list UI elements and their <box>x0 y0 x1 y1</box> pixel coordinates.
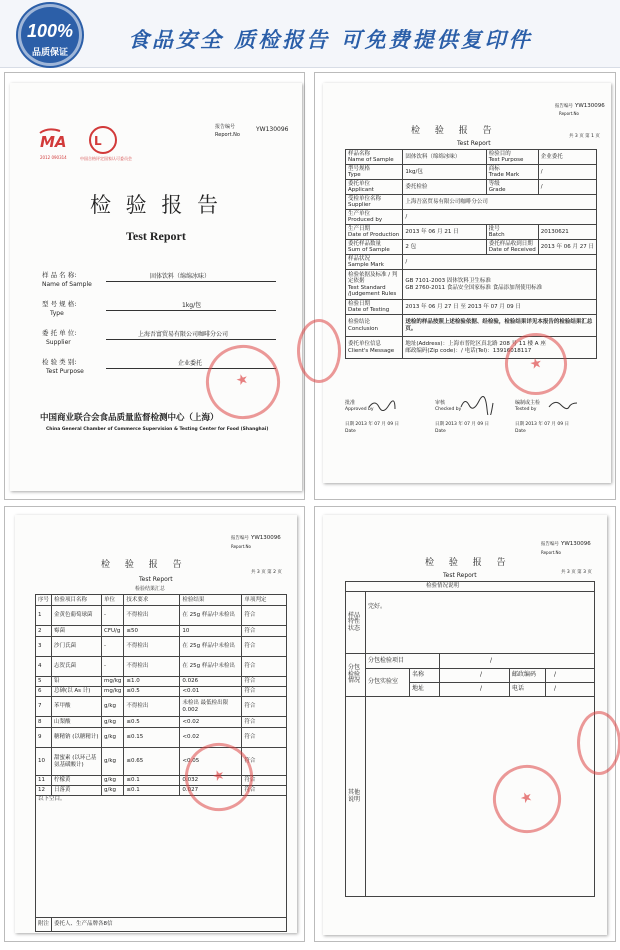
badge-quality-text: 品质保证 <box>31 48 68 58</box>
p3-cell: 8 <box>36 717 52 728</box>
p2-value-purpose: 企业委托 <box>538 150 596 165</box>
p2-label-prod-date: 生产日期 Date of Production <box>346 225 403 240</box>
p4-report-no: YW130096 <box>561 541 591 547</box>
p2-date-1: 日期 2013 年 07 月 09 日 <box>345 422 399 427</box>
p3-cell: 符合 <box>242 748 287 776</box>
field-supplier-en: Supplier <box>46 339 71 346</box>
p2-page-number: 共 3 页 第 1 页 <box>569 134 600 139</box>
p3-cell: ≤0.15 <box>124 728 180 748</box>
svg-text:L: L <box>94 134 102 148</box>
p3-cell: 0.026 <box>180 677 242 687</box>
p2-label-batch: 批号 Batch <box>486 225 538 240</box>
p3-cell: 日落黄 <box>52 786 102 796</box>
p2-value-received: 2013 年 06 月 27 日 <box>538 240 596 255</box>
p4-report-no-en: Report.No <box>541 550 561 555</box>
p3-cell: 在 25g 样品中未检出 <box>180 637 242 657</box>
field-sample-name-value: 固体饮料（绵绵冰味） <box>150 273 211 280</box>
p3-cell: <0.02 <box>180 717 242 728</box>
table-row <box>36 717 287 728</box>
p2-signatures <box>363 395 603 415</box>
p3-cell: ≤0.1 <box>124 776 180 786</box>
p3-cell: g/kg <box>102 748 124 776</box>
p3-cell: 符合 <box>242 776 287 786</box>
p2-value-prod-date: 2013 年 06 月 21 日 <box>403 225 486 240</box>
p3-cell: 12 <box>36 786 52 796</box>
p4-other-label: 其他说明 <box>346 697 366 897</box>
p4-seal-star-icon: ★ <box>517 787 536 808</box>
field-purpose-value: 企业委托 <box>178 360 203 367</box>
p2-tested-en: Tested by <box>515 407 537 412</box>
p2-label-standard: 检验依据及标准 / 判定依据 Test Standard /Judgement Rules <box>346 270 403 300</box>
p2-label-received: 委托样品收到日期 Date of Received <box>486 240 538 255</box>
p3-cell: 符合 <box>242 697 287 717</box>
p4-addr-label: 地址 <box>410 683 440 697</box>
table-row <box>36 657 287 677</box>
p3-cell: ≤50 <box>124 626 180 637</box>
panel-report-cover <box>4 72 305 500</box>
p3-cell: 符合 <box>242 626 287 637</box>
panel-report-page2 <box>4 506 305 942</box>
p3-cell: 不得检出 <box>124 637 180 657</box>
p3-title-cn: 检 验 报 告 <box>101 560 188 570</box>
p3-cell: 9 <box>36 728 52 748</box>
p3-cell: 符合 <box>242 637 287 657</box>
field-supplier-value: 上海吾富贸易有限公司咖啡分公司 <box>138 331 229 338</box>
p2-value-sum: 2 包 <box>403 240 486 255</box>
p4-sub-item-label: 分包检验项目 <box>366 654 440 669</box>
p2-checked-cn: 审核 <box>435 400 446 406</box>
p2-value-type: 1kg/包 <box>403 165 486 180</box>
table-row <box>36 677 287 687</box>
p2-value-conclusion: 送检的样品按照上述检验依据、经检验，检验结果详见本报告的检验结果汇总页。 <box>403 315 597 337</box>
p3-cell: 符合 <box>242 657 287 677</box>
p3-cell: 志贺氏菌 <box>52 657 102 677</box>
p4-sample-label: 样品特性状态 <box>346 592 366 654</box>
p3-cell: ≤1.0 <box>124 677 180 687</box>
field-sample-name-cn: 样 品 名 称: <box>42 271 77 279</box>
p2-label-applicant: 委托单位 Applicant <box>346 180 403 195</box>
p3-cell: mg/kg <box>102 677 124 687</box>
p2-date-2: 日期 2013 年 07 月 09 日 <box>435 422 489 427</box>
p4-title-en: Test Report <box>443 572 477 579</box>
p2-label-type: 型号规格 Type <box>346 165 403 180</box>
badge-percent: 100% <box>26 21 74 41</box>
p3-cell: ≤0.5 <box>124 687 180 697</box>
p3-cell: 在 25g 样品中未检出 <box>180 606 242 626</box>
p2-seal-star-icon: ★ <box>528 354 544 373</box>
p2-date-en-2: Date <box>435 429 446 434</box>
p3-cell: 符合 <box>242 606 287 626</box>
p2-report-no-label: 报告编号 <box>555 104 573 109</box>
p3-report-no-label: 报告编号 <box>231 536 249 541</box>
p2-value-test-date: 2013 年 06 月 27 日 至 2013 年 07 月 09 日 <box>403 300 597 315</box>
p3-cell: 总砷(以 As 计) <box>52 687 102 697</box>
p3-header-item: 检验项目名称 <box>52 595 102 606</box>
p3-cell: 1 <box>36 606 52 626</box>
p2-title-en: Test Report <box>457 140 491 147</box>
p2-value-client: 地址(Address)：上海市普陀区真北路 208 号 11 楼 A 座 邮政编码(Zip code)：/ 电话(Tel)：13916018117 <box>403 337 597 359</box>
p4-tel-label: 电话 <box>510 683 546 697</box>
field-type-value: 1kg/包 <box>182 302 202 309</box>
p2-tested-cn: 编制或主检 <box>515 400 541 406</box>
p3-cell: <0.05 <box>180 748 242 776</box>
p3-remark-label: 附注 <box>36 918 52 932</box>
p3-cell: 糖精钠 (以糖精计) <box>52 728 102 748</box>
panel-report-page1 <box>314 72 616 500</box>
p2-value-trademark: / <box>538 165 596 180</box>
table-row <box>36 697 287 717</box>
p3-title-en: Test Report <box>139 576 173 583</box>
table-row <box>36 606 287 626</box>
p3-cell: 3 <box>36 637 52 657</box>
p2-report-no: YW130096 <box>575 103 605 109</box>
p3-cell: 4 <box>36 657 52 677</box>
p3-cell: 符合 <box>242 677 287 687</box>
p3-cell: 不得检出 <box>124 697 180 717</box>
p3-cell: g/kg <box>102 697 124 717</box>
p2-label-client: 委托单位信息 Client's Message <box>346 337 403 359</box>
p3-cell: g/kg <box>102 717 124 728</box>
p4-page-number: 共 3 页 第 3 页 <box>561 570 592 575</box>
p2-date-3: 日期 2013 年 07 月 09 日 <box>515 422 569 427</box>
p3-cell: ≤0.1 <box>124 786 180 796</box>
p3-report-no: YW130096 <box>251 535 281 541</box>
p3-cell: 符合 <box>242 786 287 796</box>
p2-checked-en: Checked by <box>435 407 462 412</box>
report-no-label-en: Report.No <box>215 132 240 138</box>
p4-zip-label: 邮政编码 <box>510 669 546 683</box>
report-cover-sheet <box>10 83 302 491</box>
p3-blank-note: 以下空白。 <box>36 796 287 918</box>
p2-label-supplier: 受检单位名称 Supplier <box>346 195 403 210</box>
p4-name-label: 名称 <box>410 669 440 683</box>
p2-value-name: 固体饮料（绵绵冰味） <box>403 150 486 165</box>
p2-label-grade: 等级 Grade <box>486 180 538 195</box>
p3-cell: 不得检出 <box>124 657 180 677</box>
p4-sub-unit-label: 分包实验室 <box>366 669 410 697</box>
p3-cell: 柠檬黄 <box>52 776 102 786</box>
p3-header-requirement: 技术要求 <box>124 595 180 606</box>
p2-value-supplier: 上海吾富贸易有限公司咖啡分公司 <box>403 195 597 210</box>
report-page2-sheet <box>15 515 297 933</box>
field-purpose-en: Test Purpose <box>46 368 84 375</box>
p3-cell: ≤0.65 <box>124 748 180 776</box>
p2-value-batch: 20130621 <box>538 225 596 240</box>
field-supplier-cn: 委 托 单 位: <box>42 329 77 337</box>
p3-cell: 甜蜜素 (以环己基氨基磺酸计) <box>52 748 102 776</box>
p4-sub-label: 分包检验情况 <box>346 654 366 697</box>
p4-title-cn: 检 验 报 告 <box>425 558 512 568</box>
satisfaction-badge <box>18 4 82 66</box>
panel-report-page3 <box>314 506 616 942</box>
p3-cell: 5 <box>36 677 52 687</box>
p4-sub-item-value: / <box>440 654 595 669</box>
field-purpose-cn: 检 验 类 别: <box>42 358 77 366</box>
p3-cell: CFU/g <box>102 626 124 637</box>
p3-cell: g/kg <box>102 776 124 786</box>
p3-cell: 11 <box>36 776 52 786</box>
p3-cell: 10 <box>36 748 52 776</box>
p3-table-caption: 检验结果汇总 <box>135 586 166 592</box>
p3-cell: - <box>102 657 124 677</box>
p3-cell: ≤0.5 <box>124 717 180 728</box>
p3-cell: 符合 <box>242 728 287 748</box>
p2-label-purpose: 检验目的 Test Purpose <box>486 150 538 165</box>
p3-seal-star-icon: ★ <box>209 766 228 786</box>
p3-cell: 2 <box>36 626 52 637</box>
org-name-cn: 中国商业联合会食品质量监督检测中心（上海） <box>40 413 219 423</box>
cover-title-en: Test Report <box>126 229 186 243</box>
p2-label-sample-mark: 样品状况 Sample Mark <box>346 255 403 270</box>
p2-value-applicant: 委托检验 <box>403 180 486 195</box>
p3-cell: 6 <box>36 687 52 697</box>
field-sample-name-en: Name of Sample <box>42 281 92 288</box>
table-row <box>36 637 287 657</box>
org-name-en: China General Chamber of Commerce Supervision & Testing Center for Food (Shanghai) <box>46 427 269 432</box>
p3-cell: <0.02 <box>180 728 242 748</box>
p2-info-table <box>345 149 597 359</box>
cma-logo <box>38 127 76 153</box>
p3-cell: 符合 <box>242 717 287 728</box>
top-banner <box>0 0 620 68</box>
p2-report-no-en: Report.No <box>559 111 579 116</box>
p2-label-test-date: 检验日期 Date of Testing <box>346 300 403 315</box>
p2-date-en-3: Date <box>515 429 526 434</box>
p3-cell: 山梨酸 <box>52 717 102 728</box>
p4-name-value: / <box>440 669 510 683</box>
seal-star-icon: ★ <box>233 370 251 390</box>
p2-title-cn: 检 验 报 告 <box>411 126 498 136</box>
p2-label-name: 样品名称 Name of Sample <box>346 150 403 165</box>
p2-value-producer: / <box>403 210 597 225</box>
p2-date-en-1: Date <box>345 429 356 434</box>
p2-value-sample-mark: / <box>403 255 597 270</box>
p4-edge-seal <box>577 711 620 775</box>
p2-label-producer: 生产单位 Produced by <box>346 210 403 225</box>
cover-title-cn: 检 验 报 告 <box>90 193 223 217</box>
cal-caption: 中国合格评定国家认可委员会 <box>80 156 132 161</box>
p3-cell: g/kg <box>102 786 124 796</box>
p3-cell: 在 25g 样品中未检出 <box>180 657 242 677</box>
p3-cell: 0.032 <box>180 776 242 786</box>
p3-cell: 符合 <box>242 687 287 697</box>
p4-sample-value: 完好。 <box>366 592 595 654</box>
p3-cell: 苯甲酸 <box>52 697 102 717</box>
p3-report-no-en: Report.No <box>231 544 251 549</box>
p4-tel-value: / <box>546 683 595 697</box>
p3-cell: 霉菌 <box>52 626 102 637</box>
p3-header-judgement: 单项判定 <box>242 595 287 606</box>
p3-cell: 7 <box>36 697 52 717</box>
p3-cell: 铅 <box>52 677 102 687</box>
p3-cell: g/kg <box>102 728 124 748</box>
report-no: YW130096 <box>256 126 289 133</box>
report-page3-sheet <box>323 515 607 935</box>
report-no-label-cn: 报告编号 <box>215 124 236 130</box>
p2-label-sum: 委托样品数量 Sum of Sample <box>346 240 403 255</box>
p3-cell: 沙门氏菌 <box>52 637 102 657</box>
p3-cell: 10 <box>180 626 242 637</box>
p3-cell: 不得检出 <box>124 606 180 626</box>
field-type-cn: 型 号 规 格: <box>42 300 77 308</box>
p2-label-conclusion: 检验结论 Conclusion <box>346 315 403 337</box>
report-page1-sheet <box>323 83 611 483</box>
p4-info-table <box>345 581 595 897</box>
table-row <box>36 626 287 637</box>
p3-cell: 未检出 最低检出限 0.002 <box>180 697 242 717</box>
p3-header-result: 检验结果 <box>180 595 242 606</box>
p3-remark: 委托人、生产品牌各8信 <box>52 918 287 932</box>
p3-cell: 金黄色葡萄球菌 <box>52 606 102 626</box>
p3-cell: - <box>102 606 124 626</box>
p3-cell: mg/kg <box>102 687 124 697</box>
cma-code: 2012 090314 <box>40 155 67 160</box>
p4-section-header: 检验情况说明 <box>346 582 595 592</box>
field-type-en: Type <box>50 310 64 317</box>
p3-cell: - <box>102 637 124 657</box>
banner-title: 食品安全 质检报告 可免费提供复印件 <box>128 28 533 52</box>
p2-approved-en: Approved by <box>345 407 374 412</box>
p4-addr-value: / <box>440 683 510 697</box>
p3-header-no: 序号 <box>36 595 52 606</box>
table-row <box>36 728 287 748</box>
p3-cell: <0.01 <box>180 687 242 697</box>
p4-report-no-label: 报告编号 <box>541 542 559 547</box>
p2-value-standard: GB 7101-2003 固体饮料卫生标准 GB 2760-2011 食品安全国家标准 食品添加剂使用标准 <box>403 270 597 300</box>
table-row <box>36 687 287 697</box>
p2-value-grade: / <box>538 180 596 195</box>
p3-header-unit: 单位 <box>102 595 124 606</box>
p2-edge-seal <box>297 319 341 383</box>
p3-cell: 0.027 <box>180 786 242 796</box>
p3-page-number: 共 3 页 第 2 页 <box>251 570 282 575</box>
p2-label-trademark: 商标 Trade Mark <box>486 165 538 180</box>
p4-zip-value: / <box>546 669 595 683</box>
svg-text:MA: MA <box>40 133 67 151</box>
p2-approved-cn: 批准 <box>345 400 356 406</box>
cal-logo <box>88 125 118 155</box>
